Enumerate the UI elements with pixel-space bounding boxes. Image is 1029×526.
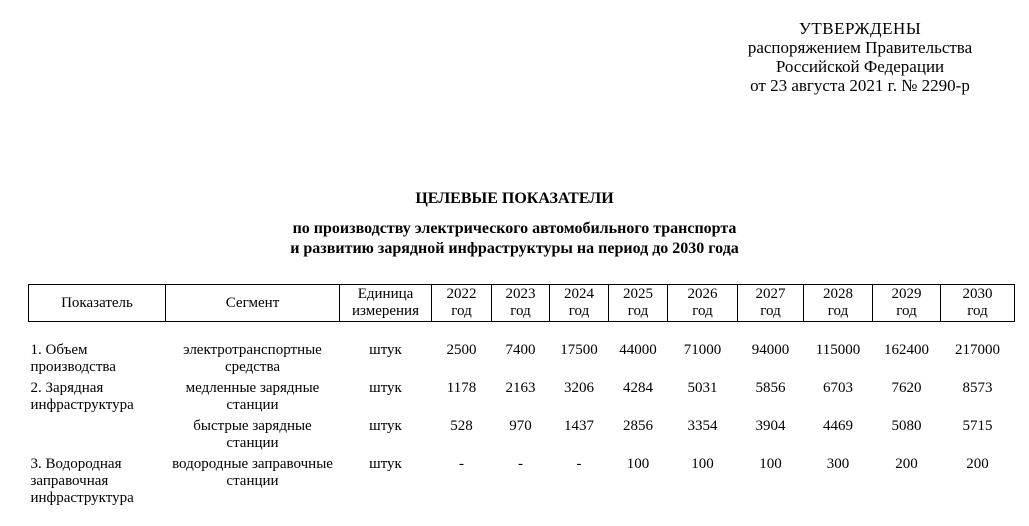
table-row: [29, 418, 1015, 456]
header-segment: Сегмент: [166, 285, 340, 322]
row-value: -: [518, 456, 523, 472]
row-segment: быстрые зарядные станции: [193, 418, 312, 451]
row-value: -: [576, 456, 582, 472]
header-year: 2027 год: [738, 285, 804, 322]
header-year: 2030 год: [941, 285, 1015, 322]
table-row: [29, 456, 1015, 511]
row-indicator: [29, 418, 166, 456]
row-value: 5031: [687, 380, 718, 396]
row-value: 44000: [619, 342, 657, 358]
row-value: 94000: [751, 342, 790, 358]
header-year: 2023 год: [492, 285, 550, 322]
approval-line-2: Российской Федерации: [775, 57, 945, 76]
row-value: 2856: [623, 418, 653, 434]
row-value: 528: [450, 418, 473, 434]
header-unit: [340, 285, 432, 322]
approval-heading: УТВЕРЖДЕНЫ: [798, 19, 922, 38]
header-unit-line-2: измерения: [351, 303, 419, 319]
row-value: 200: [966, 456, 989, 472]
row-value: 8573: [962, 380, 993, 396]
table-row: [29, 342, 1015, 380]
approval-stamp: [700, 19, 1020, 95]
row-unit: штук: [369, 380, 402, 396]
header-indicator: Показатель: [29, 285, 166, 322]
row-value: -: [459, 456, 464, 472]
row-value: 2163: [505, 380, 536, 396]
table-spacer: [29, 322, 1015, 343]
row-value: 5080: [891, 418, 922, 434]
row-value: 3904: [755, 418, 786, 434]
row-value: 3206: [564, 380, 594, 396]
row-value: 100: [626, 456, 650, 472]
header-year: 2022 год: [432, 285, 492, 322]
row-value: 2500: [446, 342, 477, 358]
targets-table: [28, 284, 1015, 511]
title-main: ЦЕЛЕВЫЕ ПОКАЗАТЕЛИ: [415, 190, 614, 207]
row-unit: штук: [369, 418, 402, 434]
row-unit: штук: [369, 342, 402, 358]
header-year: 2025 год: [609, 285, 668, 322]
row-segment: медленные зарядные станции: [185, 380, 320, 413]
row-value: 4469: [823, 418, 853, 434]
row-indicator: 1. Объем производства: [30, 342, 116, 375]
approval-line-1: распоряжением Правительства: [747, 38, 973, 57]
row-segment: электротранспортные средства: [183, 342, 322, 375]
row-value: 5715: [962, 418, 993, 434]
row-value: 1178: [446, 380, 477, 396]
document-title: [0, 190, 1029, 259]
title-sub-2: и развитию зарядной инфраструктуры на период до 2030 года: [290, 240, 739, 257]
row-value: 7620: [891, 380, 922, 396]
row-value: 100: [691, 456, 714, 472]
header-year: 2028 год: [804, 285, 873, 322]
row-value: 17500: [560, 342, 598, 358]
header-year: 2026 год: [668, 285, 738, 322]
row-value: 1437: [564, 418, 594, 434]
row-value: 300: [826, 456, 850, 472]
row-segment: водородные заправочные станции: [172, 456, 333, 489]
header-unit-line-1: Единица: [357, 286, 414, 302]
header-year: 2029 год: [873, 285, 941, 322]
row-value: 200: [895, 456, 918, 472]
row-indicator: 2. Зарядная инфраструктура: [30, 380, 134, 413]
row-value: 3354: [687, 418, 718, 434]
table-header-row: [29, 285, 1015, 322]
row-value: 217000: [955, 342, 1000, 358]
row-value: 162400: [884, 342, 929, 358]
row-unit: штук: [369, 456, 402, 472]
row-value: 100: [759, 456, 782, 472]
table-row: [29, 380, 1015, 418]
row-indicator: 3. Водородная заправочная инфраструктура: [30, 456, 134, 506]
row-value: 970: [509, 418, 532, 434]
row-value: 6703: [823, 380, 853, 396]
row-value: 7400: [505, 342, 536, 358]
row-value: 5856: [755, 380, 786, 396]
row-value: 115000: [815, 342, 861, 358]
header-year: 2024 год: [550, 285, 609, 322]
row-value: 4284: [623, 380, 653, 396]
row-value: 71000: [683, 342, 722, 358]
title-sub-1: по производству электрического автомобильного транспорта: [292, 220, 737, 237]
approval-line-3: от 23 августа 2021 г. № 2290-р: [750, 76, 970, 95]
